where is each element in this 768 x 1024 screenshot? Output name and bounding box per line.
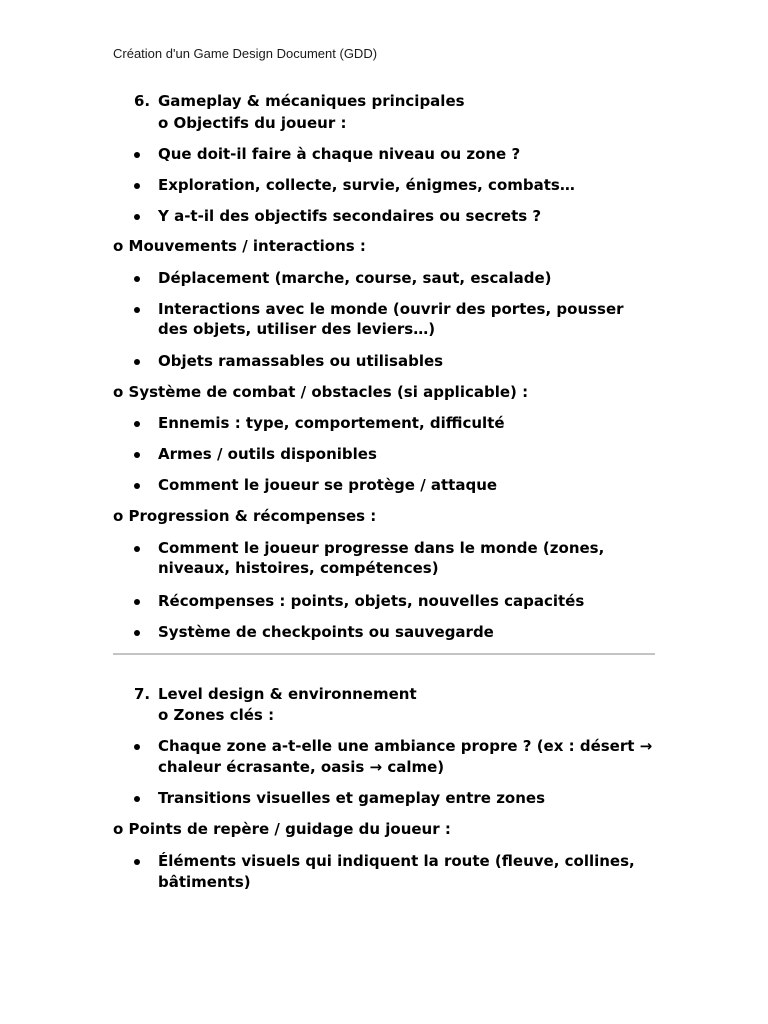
section-7-number: 7.	[134, 685, 151, 703]
landmarks-heading: o Points de repère / guidage du joueur :	[113, 820, 451, 838]
movements-heading: o Mouvements / interactions :	[113, 237, 366, 255]
list-item: Transitions visuelles et gameplay entre zones	[158, 789, 546, 807]
list-item: Chaque zone a-t-elle une ambiance propre ? (ex : désert →	[158, 737, 653, 755]
bullet-dot	[134, 744, 140, 750]
list-item: Récompenses : points, objets, nouvelles capacités	[158, 592, 585, 610]
list-item: Y a-t-il des objectifs secondaires ou secrets ?	[158, 207, 542, 225]
list-item-continuation: des objets, utiliser des leviers…)	[158, 320, 436, 338]
list-item: Ennemis : type, comportement, difficulté	[158, 414, 505, 432]
zones-heading: o Zones clés :	[158, 706, 275, 724]
bullet-dot	[134, 359, 140, 365]
list-item: Éléments visuels qui indiquent la route (fleuve, collines,	[158, 852, 635, 870]
list-item: Comment le joueur se protège / attaque	[158, 476, 498, 494]
bullet-dot	[134, 183, 140, 189]
bullet-dot	[134, 152, 140, 158]
bullet-dot	[134, 452, 140, 458]
combat-heading: o Système de combat / obstacles (si applicable) :	[113, 383, 529, 401]
document-header: Création d'un Game Design Document (GDD)	[113, 46, 378, 61]
bullet-dot	[134, 859, 140, 865]
list-item-continuation: niveaux, histoires, compétences)	[158, 559, 439, 577]
section-6-title: Gameplay & mécaniques principales	[158, 92, 465, 110]
list-item: Que doit-il faire à chaque niveau ou zone ?	[158, 145, 521, 163]
progression-heading: o Progression & récompenses :	[113, 507, 377, 525]
bullet-dot	[134, 307, 140, 313]
bullet-dot	[134, 483, 140, 489]
list-item: Interactions avec le monde (ouvrir des portes, pousser	[158, 300, 624, 318]
horizontal-divider	[113, 653, 655, 655]
list-item-continuation: chaleur écrasante, oasis → calme)	[158, 758, 445, 776]
bullet-dot	[134, 630, 140, 636]
list-item: Armes / outils disponibles	[158, 445, 377, 463]
list-item: Système de checkpoints ou sauvegarde	[158, 623, 494, 641]
list-item: Exploration, collecte, survie, énigmes, combats…	[158, 176, 575, 194]
section-6-number: 6.	[134, 92, 151, 110]
bullet-dot	[134, 421, 140, 427]
bullet-dot	[134, 214, 140, 220]
list-item: Objets ramassables ou utilisables	[158, 352, 444, 370]
bullet-dot	[134, 599, 140, 605]
list-item: Déplacement (marche, course, saut, escalade)	[158, 269, 552, 287]
bullet-dot	[134, 276, 140, 282]
list-item-continuation: bâtiments)	[158, 873, 251, 891]
bullet-dot	[134, 546, 140, 552]
section-7-title: Level design & environnement	[158, 685, 417, 703]
objectives-heading: o Objectifs du joueur :	[158, 114, 347, 132]
list-item: Comment le joueur progresse dans le monde (zones,	[158, 539, 605, 557]
bullet-dot	[134, 796, 140, 802]
